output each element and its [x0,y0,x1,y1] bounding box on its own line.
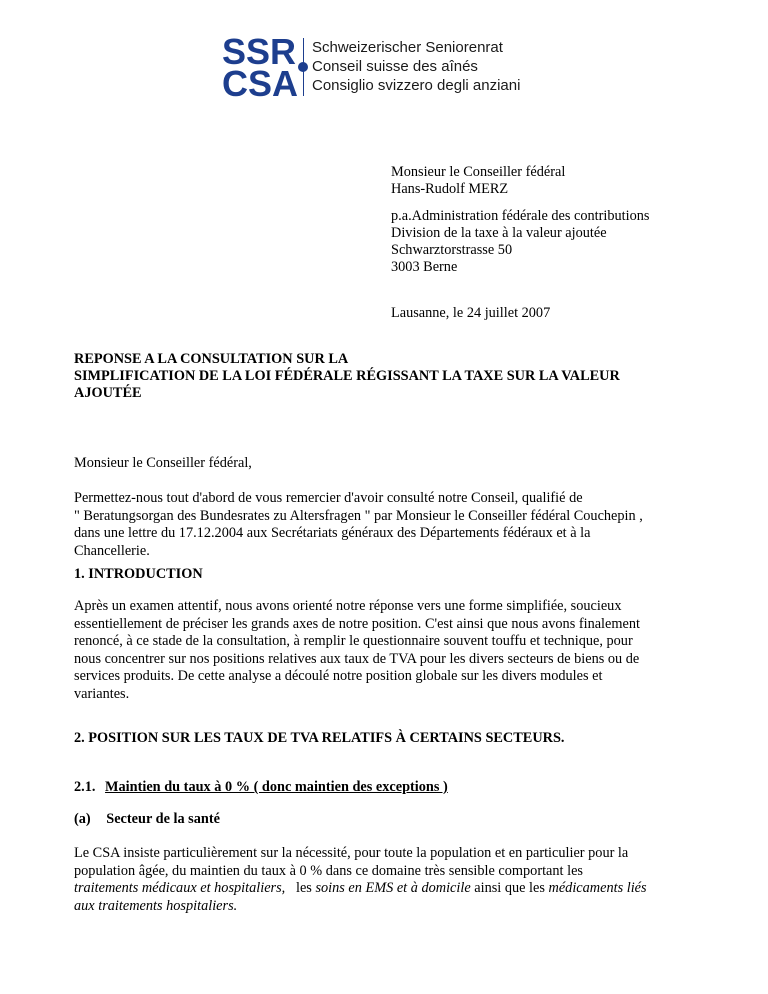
section-1-line: Après un examen attentif, nous avons orienté notre réponse vers une forme simplifiée, soucieux [74,598,622,614]
item-a-line: population âgée, du maintien du taux à 0 % dans ce domaine très sensible comportant les [74,862,583,879]
section-1-paragraph [74,598,696,704]
section-2-1-heading [74,779,448,796]
item-a-heading [74,811,220,828]
logo-mark-ssr: SSR [222,31,297,72]
recipient-city: 3003 Berne [391,259,458,275]
section-1-line: essentiellement de préciser les grands axes de notre position. C'est ainsi que nous avons finalement [74,615,640,632]
logo-organization-names [312,38,520,95]
italic-phrase: soins en EMS et à domicile [315,880,471,897]
section-2-1-number: 2.1. [74,779,96,795]
recipient-division: Division de la taxe à la valeur ajoutée [391,225,607,241]
plain-phrase: les [285,880,316,897]
intro-paragraph [74,490,696,560]
logo-name-it: Consiglio svizzero degli anziani [312,77,521,94]
recipient-name-block [391,164,565,198]
section-1-line: services produits. De cette analyse a découlé notre position globale sur les divers modules et [74,668,603,685]
intro-line: dans une lettre du 17.12.2004 aux Secrétariats généraux des Départements fédéraux et à la [74,525,591,542]
intro-line: Permettez-nous tout d'abord de vous remercier d'avoir consulté notre Conseil, qualifié de [74,490,583,506]
section-2-heading: 2. POSITION SUR LES TAUX DE TVA RELATIFS À CERTAINS SECTEURS. [74,730,565,746]
organization-logo [222,31,532,104]
plain-phrase: ainsi que les [470,880,549,897]
section-1-line: nous concentrer sur nos positions relatives aux taux de TVA pour les divers secteurs de biens ou de [74,650,640,667]
italic-phrase: traitements médicaux et hospitaliers, [74,880,286,897]
intro-line: " Beratungsorgan des Bundesrates zu Altersfragen " par Monsieur le Conseiller fédéral Couchepin , [74,507,643,524]
logo-mark-csa: CSA [222,63,299,104]
italic-phrase: médicaments liés [548,880,647,897]
date-line: Lausanne, le 24 juillet 2007 [391,305,551,321]
item-a-line: Le CSA insiste particulièrement sur la nécessité, pour toute la population et en particulier pour la [74,845,629,861]
item-a-title: Secteur de la santé [106,811,220,827]
subject-line-3: AJOUTÉE [74,385,142,401]
recipient-street: Schwarztorstrasse 50 [391,242,513,258]
item-a-line: aux traitements hospitaliers. [74,897,238,914]
subject-line-2: SIMPLIFICATION DE LA LOI FÉDÉRALE RÉGISSANT LA TAXE SUR LA VALEUR [74,368,620,384]
item-a-paragraph [74,845,696,915]
section-1-heading: 1. INTRODUCTION [74,566,203,582]
item-a-label: (a) [74,811,91,827]
logo-mark [222,31,300,104]
logo-name-fr: Conseil suisse des aînés [312,58,478,75]
recipient-title: Monsieur le Conseiller fédéral [391,164,566,180]
section-2-1-title: Maintien du taux à 0 % ( donc maintien des exceptions ) [105,779,448,795]
recipient-administration: p.a.Administration fédérale des contributions [391,208,650,224]
subject-line-1: REPONSE A LA CONSULTATION SUR LA [74,351,349,367]
section-1-line: renoncé, à ce stade de la consultation, à remplir le questionnaire souvent touffu et technique, pour [74,633,633,650]
subject-heading [74,351,620,402]
logo-name-de: Schweizerischer Seniorenrat [312,39,503,56]
section-1-line: variantes. [74,685,130,702]
recipient-name: Hans-Rudolf MERZ [391,181,509,197]
salutation: Monsieur le Conseiller fédéral, [74,455,252,471]
item-a-line [74,880,696,898]
intro-line: Chancellerie. [74,542,150,559]
logo-dot [298,62,308,72]
recipient-address-block [391,208,649,276]
